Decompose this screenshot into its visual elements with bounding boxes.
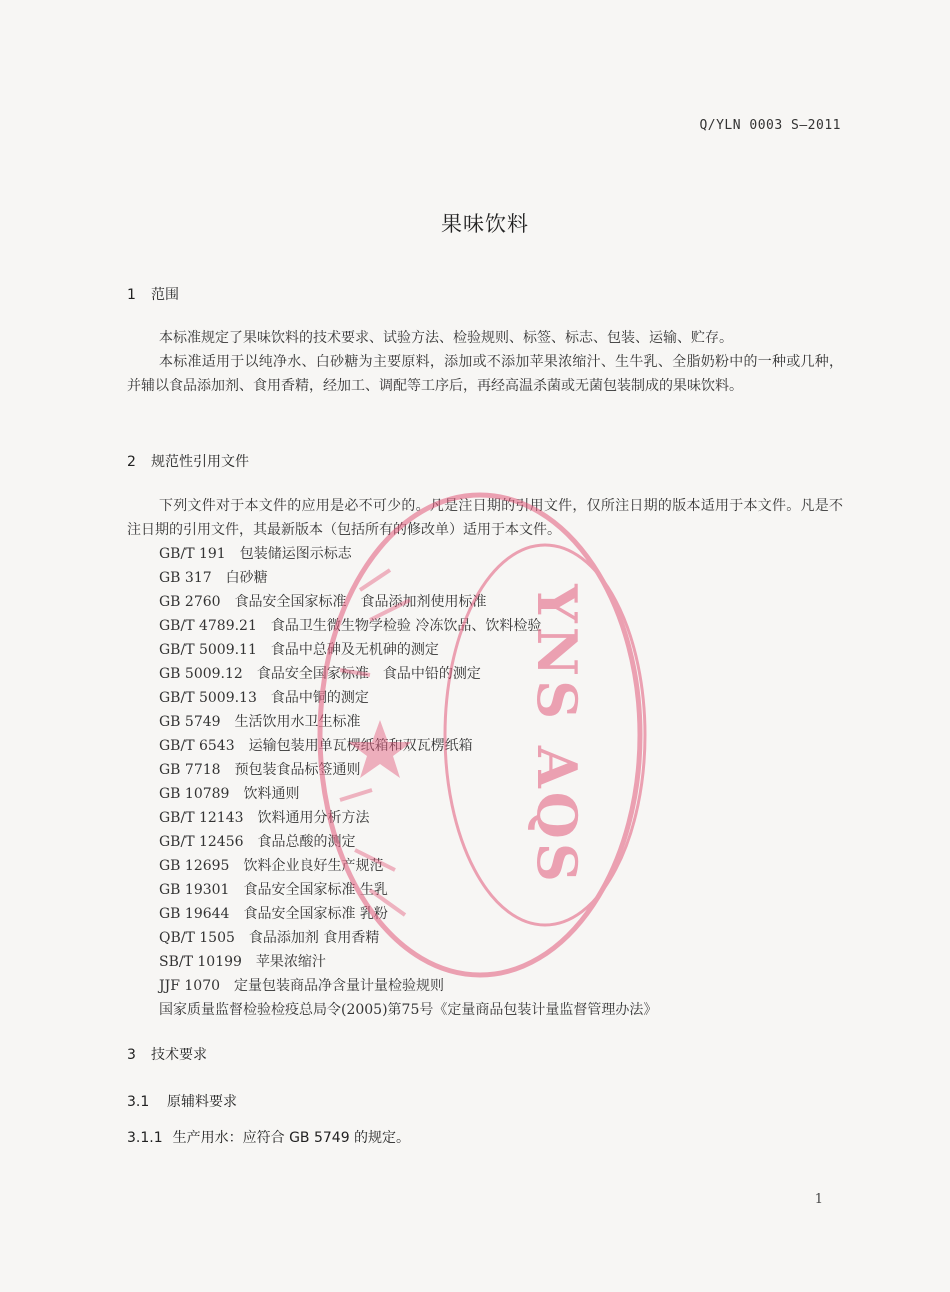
reference-code: GB/T 191	[159, 546, 226, 562]
reference-item	[159, 590, 657, 614]
reference-item	[159, 830, 657, 854]
reference-code: JJF 1070	[159, 978, 221, 994]
reference-title: 食品中铜的测定	[270, 690, 369, 706]
reference-title: 食品安全国家标准 食品添加剂使用标准	[234, 594, 487, 610]
section-title: 范围	[151, 287, 179, 303]
section-number: 2	[127, 454, 136, 470]
reference-title: 苹果浓缩汁	[255, 954, 326, 970]
reference-title: 预包装食品标签通则	[234, 762, 361, 778]
reference-item	[159, 998, 657, 1022]
reference-title: 食品安全国家标准 乳粉	[243, 906, 388, 922]
reference-title: 生活饮用水卫生标准	[234, 714, 361, 730]
clause-text: 生产用水：应符合 GB 5749 的规定。	[172, 1130, 411, 1146]
reference-code: GB/T 6543	[159, 738, 235, 754]
reference-item	[159, 806, 657, 830]
reference-title: 食品中总砷及无机砷的测定	[270, 642, 439, 658]
reference-title: 食品安全国家标准 生乳	[243, 882, 388, 898]
reference-item	[159, 638, 657, 662]
reference-code: QB/T 1505	[159, 930, 235, 946]
reference-code: GB 2760	[159, 594, 221, 610]
reference-title: 包装储运图示标志	[239, 546, 352, 562]
reference-code: GB 10789	[159, 786, 230, 802]
reference-title: 饮料通则	[243, 786, 300, 802]
reference-title: 国家质量监督检验检疫总局令(2005)第75号《定量商品包装计量监督管理办法》	[159, 1002, 658, 1018]
reference-item	[159, 734, 657, 758]
subsection-3-1-heading	[127, 1091, 237, 1111]
section-2-heading	[127, 451, 249, 471]
document-code: Q/YLN 0003 S—2011	[699, 118, 841, 133]
reference-item	[159, 758, 657, 782]
reference-item	[159, 974, 657, 998]
reference-title: 白砂糖	[225, 570, 268, 586]
document-title: 果味饮料	[441, 212, 529, 236]
reference-code: GB/T 12143	[159, 810, 244, 826]
reference-code: GB/T 5009.11	[159, 642, 257, 658]
reference-code: GB 19301	[159, 882, 230, 898]
section-title: 技术要求	[151, 1047, 207, 1063]
section-1-paragraph-1: 本标准规定了果味饮料的技术要求、试验方法、检验规则、标签、标志、包装、运输、贮存。	[159, 330, 733, 346]
reference-title: 食品卫生微生物学检验 冷冻饮品、饮料检验	[270, 618, 542, 634]
reference-item	[159, 950, 657, 974]
reference-title: 定量包装商品净含量计量检验规则	[234, 978, 445, 994]
section-number: 3	[127, 1047, 136, 1063]
reference-code: SB/T 10199	[159, 954, 242, 970]
reference-code: GB 5009.12	[159, 666, 243, 682]
reference-title: 食品添加剂 食用香精	[248, 930, 380, 946]
reference-code: GB 5749	[159, 714, 221, 730]
reference-item	[159, 566, 657, 590]
reference-item	[159, 854, 657, 878]
stamp-text: YNS AQS	[525, 584, 589, 886]
section-1-heading	[127, 284, 179, 304]
clause-number: 3.1.1	[127, 1130, 163, 1146]
reference-item	[159, 878, 657, 902]
section-title: 规范性引用文件	[151, 454, 249, 470]
reference-title: 饮料企业良好生产规范	[243, 858, 384, 874]
reference-list	[159, 542, 657, 1022]
reference-item	[159, 542, 657, 566]
section-1-paragraph-2: 本标准适用于以纯净水、白砂糖为主要原料，添加或不添加苹果浓缩汁、生牛乳、全脂奶粉中的一种或几种，并辅以食品添加剂、食用香精，经加工、调配等工序后，再经高温杀菌或无菌包装制成的果味饮料。	[127, 354, 843, 394]
reference-title: 食品总酸的测定	[257, 834, 356, 850]
clause-3-1-1	[127, 1127, 410, 1147]
reference-item	[159, 686, 657, 710]
subsection-number: 3.1	[127, 1094, 150, 1110]
section-3-heading	[127, 1044, 207, 1064]
reference-code: GB 317	[159, 570, 212, 586]
reference-code: GB/T 5009.13	[159, 690, 257, 706]
reference-code: GB 12695	[159, 858, 230, 874]
reference-code: GB/T 4789.21	[159, 618, 257, 634]
reference-item	[159, 926, 657, 950]
reference-item	[159, 662, 657, 686]
subsection-title: 原辅料要求	[167, 1094, 237, 1110]
reference-title: 饮料通用分析方法	[257, 810, 370, 826]
reference-item	[159, 902, 657, 926]
page-number: 1	[814, 1192, 823, 1207]
reference-item	[159, 782, 657, 806]
reference-title: 运输包装用单瓦楞纸箱和双瓦楞纸箱	[248, 738, 473, 754]
section-2-intro: 下列文件对于本文件的应用是必不可少的。凡是注日期的引用文件，仅所注日期的版本适用于本文件。凡是不注日期的引用文件，其最新版本（包括所有的修改单）适用于本文件。	[127, 498, 843, 538]
section-number: 1	[127, 287, 136, 303]
reference-code: GB 19644	[159, 906, 230, 922]
reference-item	[159, 614, 657, 638]
reference-title: 食品安全国家标准 食品中铅的测定	[256, 666, 481, 682]
reference-item	[159, 710, 657, 734]
reference-code: GB 7718	[159, 762, 221, 778]
reference-code: GB/T 12456	[159, 834, 244, 850]
